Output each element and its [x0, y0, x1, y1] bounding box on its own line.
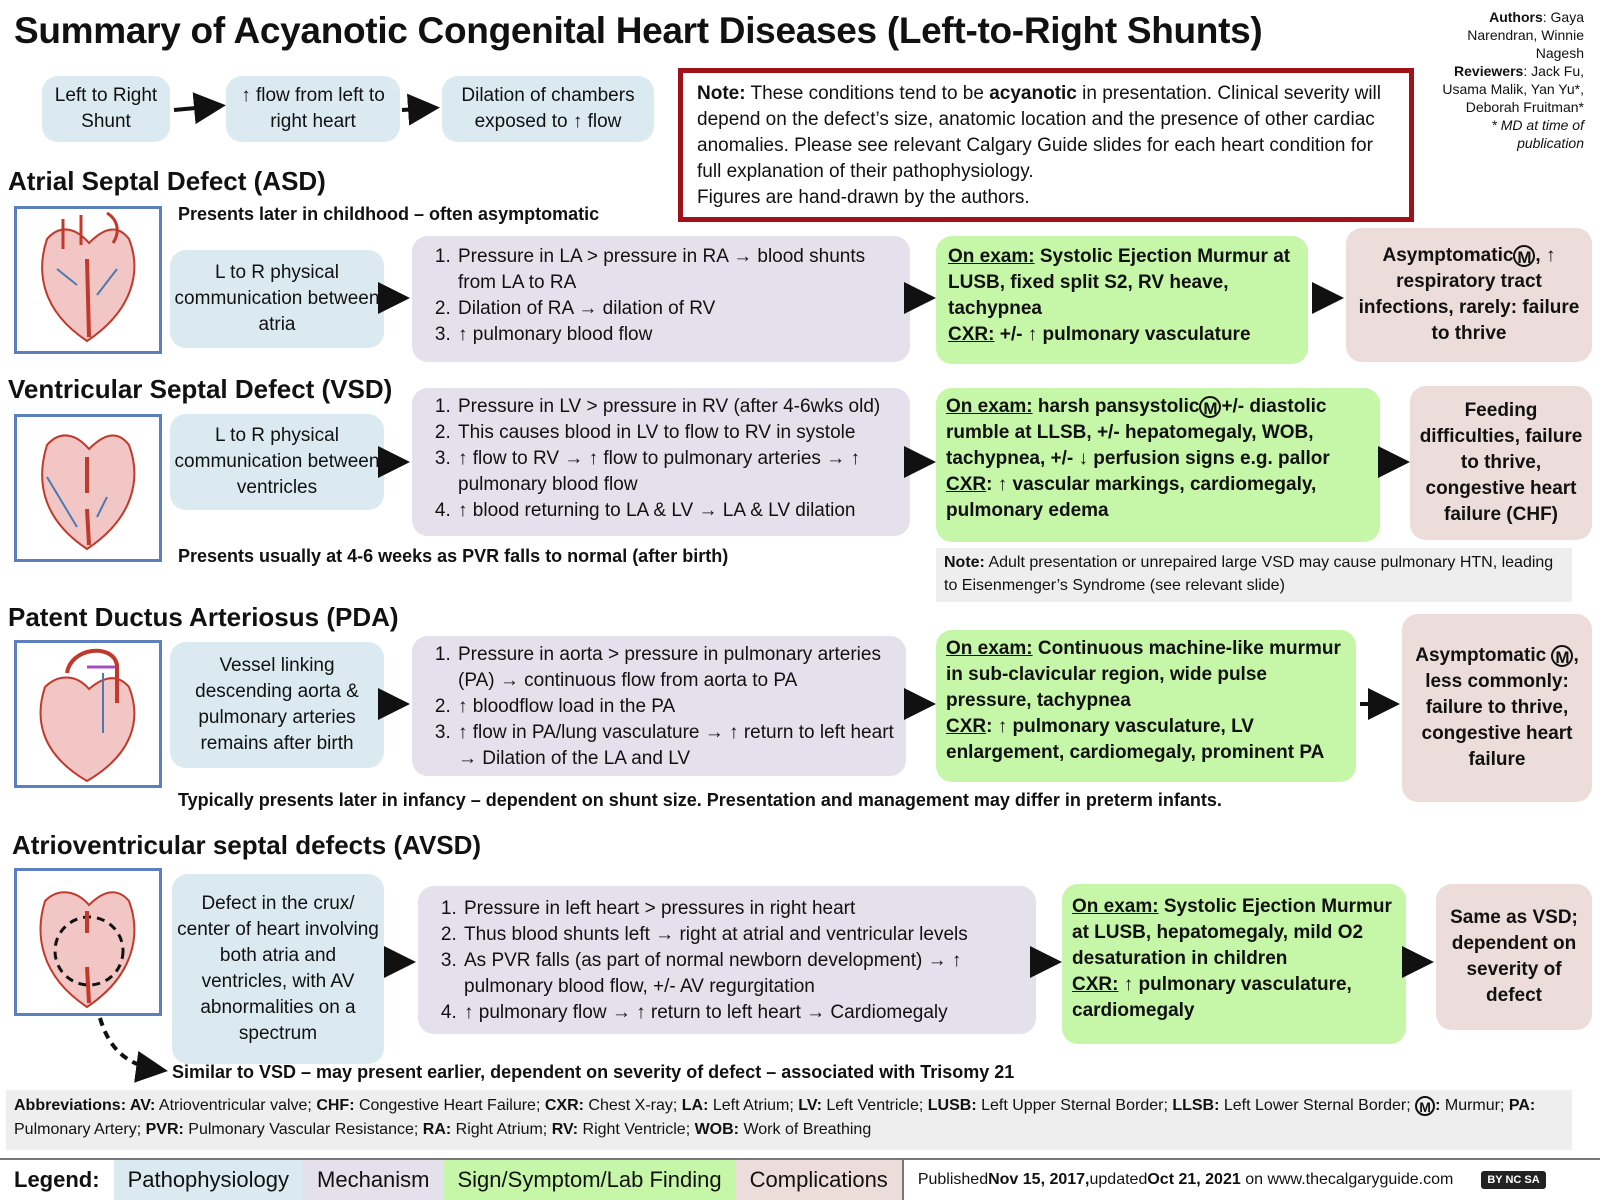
murmur-icon: M	[1199, 396, 1221, 418]
cxr-label: CXR:	[948, 324, 995, 345]
note-bold: acyanotic	[989, 83, 1077, 104]
cxr-label: CXR:	[1072, 974, 1119, 995]
vsd-note-text: Adult presentation or unrepaired large VSD may cause pulmonary HTN, leading to Eisenmenger’s Syndrome (see relevant slide)	[944, 554, 1554, 594]
note-text-1: These conditions tend to be	[745, 83, 990, 104]
comp-text-b: , less commonly: failure to thrive, congestive heart failure	[1421, 645, 1579, 770]
cxr-text: +/- ↑ pulmonary vasculature	[994, 324, 1251, 345]
vsd-note-label: Note:	[944, 554, 985, 571]
pub-date: Nov 15, 2017,	[988, 1171, 1090, 1188]
abbr-key: CHF:	[316, 1097, 355, 1114]
authors-names: : Gaya Narendran, Winnie Nagesh	[1467, 9, 1584, 61]
arrow	[100, 1018, 160, 1070]
list-item: 3. ↑ flow to RV → ↑ flow to pulmonary arteries → ↑ pulmonary blood flow	[456, 446, 900, 498]
flow-step-3: Dilation of chambers exposed to ↑ flow	[442, 76, 654, 142]
legend-bar	[0, 1158, 1600, 1200]
abbr-key: Abbreviations: AV:	[14, 1097, 156, 1114]
abbr-value: Murmur;	[1440, 1097, 1509, 1114]
list-item: 2. Dilation of RA → dilation of RV	[456, 296, 900, 322]
arrow	[174, 106, 218, 110]
legend-label: Legend:	[14, 1167, 100, 1192]
abbr-key: PA:	[1508, 1097, 1536, 1114]
cxr-label: CXR	[946, 716, 987, 737]
exam-label: On exam:	[948, 246, 1035, 267]
note-text-3: Figures are hand-drawn by the authors.	[697, 187, 1030, 208]
list-item: 1. Pressure in left heart > pressures in right heart	[462, 896, 1026, 922]
list-item: 2. This causes blood in LV to flow to RV in systole	[456, 420, 900, 446]
exam-text: Continuous machine-like murmur in sub-clavicular region, wide pulse pressure, tachypnea	[946, 638, 1341, 711]
update-date: Oct 21, 2021	[1147, 1171, 1241, 1188]
cxr-text: : ↑ pulmonary vasculature, LV enlargement, cardiomegaly, prominent PA	[946, 716, 1325, 763]
list-item: 2. ↑ bloodflow load in the PA	[456, 694, 896, 720]
exam-label: On exam:	[1072, 896, 1159, 917]
page-title: Summary of Acyanotic Congenital Heart Diseases (Left-to-Right Shunts)	[14, 10, 1263, 51]
pub-text-a: Published	[917, 1171, 989, 1188]
list-item: 1. Pressure in LV > pressure in RV (after 4-6wks old)	[456, 394, 900, 420]
license-badge	[1467, 1160, 1559, 1200]
list-item: 4. ↑ blood returning to LA & LV → LA & LV dilation	[456, 498, 900, 524]
vsd-presents: Presents usually at 4-6 weeks as PVR falls to normal (after birth)	[178, 546, 729, 566]
exam-text: Systolic Ejection Murmur at LUSB, fixed split S2, RV heave, tachypnea	[948, 246, 1291, 319]
abbr-value: Work of Breathing	[739, 1121, 872, 1138]
vsd-heading: Ventricular Septal Defect (VSD)	[8, 374, 393, 404]
abbr-value: Chest X-ray;	[583, 1097, 682, 1114]
legend-complications: Complications	[736, 1160, 902, 1200]
list-item: 3. ↑ flow in PA/lung vasculature → ↑ return to left heart → Dilation of the LA and LV	[456, 720, 896, 772]
exam-label: On exam:	[946, 638, 1033, 659]
abbr-key: RV:	[551, 1121, 579, 1138]
murmur-icon: M	[1415, 1096, 1435, 1116]
cxr-text: ↑ pulmonary vasculature, cardiomegaly	[1072, 974, 1352, 1021]
asd-presents: Presents later in childhood – often asymptomatic	[178, 204, 600, 224]
pub-text-b: updated	[1089, 1171, 1148, 1188]
reviewers-names: : Jack Fu, Usama Malik, Yan Yu*, Deborah Fruitman*	[1442, 63, 1584, 115]
cc-license-icon: BY NC SA	[1481, 1171, 1545, 1189]
murmur-icon: M	[1513, 245, 1535, 267]
abbr-key: :	[1435, 1097, 1441, 1114]
avsd-presents: Similar to VSD – may present earlier, dependent on severity of defect – associated with Trisomy 21	[172, 1062, 1015, 1082]
cxr-text: : ↑ vascular markings, cardiomegaly, pulmonary edema	[946, 474, 1317, 521]
abbr-key: RA:	[422, 1121, 452, 1138]
abbr-key: LUSB:	[927, 1097, 977, 1114]
vsd-complications: Feeding difficulties, failure to thrive, congestive heart failure (CHF)	[1410, 386, 1592, 540]
vsd-cause: L to R physical communication between ventricles	[170, 414, 384, 510]
arrow	[402, 108, 432, 110]
abbr-key: PVR:	[145, 1121, 184, 1138]
cxr-label: CXR	[946, 474, 987, 495]
abbr-value: Left Atrium;	[708, 1097, 799, 1114]
reviewers-label: Reviewers	[1454, 63, 1524, 79]
note-text-2: in presentation. Clinical severity will depend on the defect’s size, anatomic location and the presence of other cardiac anomalies. Please see relevant Calgary Guide slides for each heart condition for full explanation of their pathophysiology.	[697, 83, 1381, 182]
avsd-complications: Same as VSD; dependent on severity of defect	[1436, 884, 1592, 1030]
note-label: Note:	[697, 83, 746, 104]
abbr-key: CXR:	[544, 1097, 584, 1114]
comp-text-a: Asymptomatic	[1415, 645, 1547, 666]
abbr-value: Atrioventricular valve;	[155, 1097, 317, 1114]
pda-presents: Typically presents later in infancy – dependent on shunt size. Presentation and management may differ in preterm infants.	[178, 790, 1222, 810]
list-item: 2. Thus blood shunts left → right at atrial and ventricular levels	[462, 922, 1026, 948]
abbreviations	[6, 1090, 1572, 1150]
exam-text: Systolic Ejection Murmur at LUSB, hepatomegaly, mild O2 desaturation in children	[1072, 896, 1392, 969]
abbr-value: Congestive Heart Failure;	[354, 1097, 545, 1114]
abbr-value: Right Ventricle;	[578, 1121, 695, 1138]
pda-heading: Patent Ductus Arteriosus (PDA)	[8, 602, 399, 632]
abbr-value: Pulmonary Artery;	[14, 1121, 146, 1138]
pub-text-c: on www.thecalgaryguide.com	[1240, 1171, 1454, 1188]
authors-footnote: * MD at time of publication	[1491, 117, 1584, 151]
asd-heading: Atrial Septal Defect (ASD)	[8, 166, 326, 196]
list-item: 3. As PVR falls (as part of normal newborn development) → ↑ pulmonary blood flow, +/- AV regurgitation	[462, 948, 1026, 1000]
pda-cause: Vessel linking descending aorta & pulmonary arteries remains after birth	[170, 642, 384, 768]
abbr-key: LV:	[798, 1097, 822, 1114]
abbr-key: LA:	[681, 1097, 709, 1114]
legend-mechanism: Mechanism	[303, 1160, 443, 1200]
abbr-value: Left Upper Sternal Border;	[976, 1097, 1173, 1114]
authors-label: Authors	[1489, 9, 1543, 25]
murmur-icon: M	[1551, 645, 1573, 667]
comp-text-b: , ↑ respiratory tract infections, rarely: failure to thrive	[1358, 245, 1580, 344]
avsd-heading: Atrioventricular septal defects (AVSD)	[12, 830, 482, 860]
flow-step-2: ↑ flow from left to right heart	[226, 76, 400, 142]
abbr-key: LLSB:	[1172, 1097, 1220, 1114]
comp-text-a: Asymptomatic	[1382, 245, 1514, 266]
avsd-cause: Defect in the crux/ center of heart involving both atria and ventricles, with AV abnormalities on a spectrum	[172, 874, 384, 1064]
exam-text-b: +/- diastolic rumble at LLSB, +/- hepatomegaly, WOB, tachypnea, +/- ↓ perfusion signs e.g. pallor	[946, 396, 1330, 469]
asd-cause: L to R physical communication between atria	[170, 250, 384, 348]
legend-sign: Sign/Symptom/Lab Finding	[444, 1160, 736, 1200]
flow-step-1: Left to Right Shunt	[42, 76, 170, 142]
abbr-value: Left Ventricle;	[821, 1097, 928, 1114]
list-item: 3. ↑ pulmonary blood flow	[456, 322, 900, 348]
list-item: 1. Pressure in aorta > pressure in pulmonary arteries (PA) → continuous flow from aorta to PA	[456, 642, 896, 694]
list-item: 4. ↑ pulmonary flow → ↑ return to left heart → Cardiomegaly	[462, 1000, 1026, 1026]
list-item: 1. Pressure in LA > pressure in RA → blood shunts from LA to RA	[456, 244, 900, 296]
abbr-value: Right Atrium;	[451, 1121, 552, 1138]
abbr-key: WOB:	[694, 1121, 740, 1138]
abbr-value: Left Lower Sternal Border;	[1219, 1097, 1416, 1114]
abbr-value: Pulmonary Vascular Resistance;	[183, 1121, 423, 1138]
publication-info	[902, 1160, 1468, 1200]
exam-text-a: harsh pansystolic	[1032, 396, 1200, 417]
legend-pathophysiology: Pathophysiology	[114, 1160, 303, 1200]
exam-label: On exam:	[946, 396, 1033, 417]
